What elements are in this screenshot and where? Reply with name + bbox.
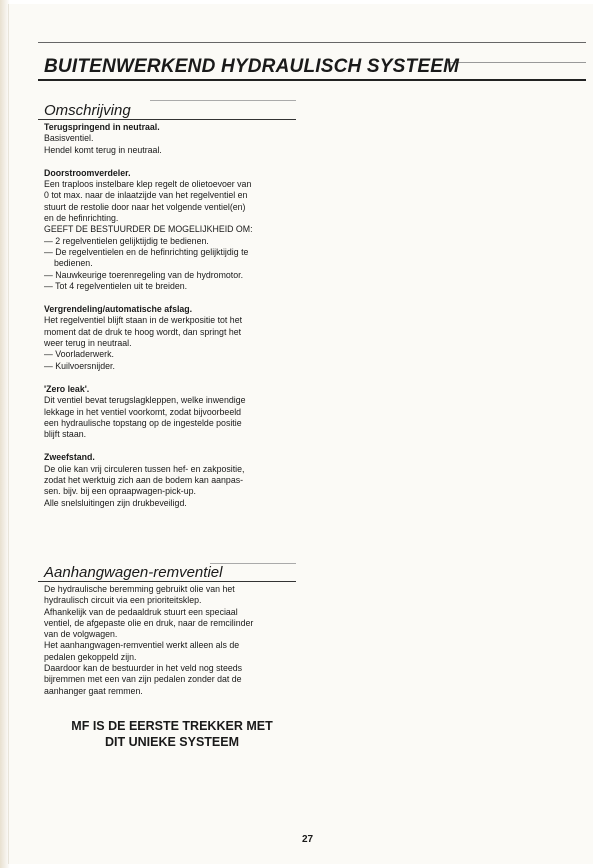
text-line: ventiel, de afgepaste olie en druk, naar de remcilinder: [44, 617, 254, 628]
section-rule-top: [210, 563, 296, 564]
text-line: Daardoor kan de bestuurder in het veld nog steeds: [44, 663, 243, 674]
text-line: bijremmen met een van zijn pedalen zonder dat de: [44, 674, 242, 685]
block-title: Vergrendeling/automatische afslag.: [44, 304, 193, 315]
block-title: Doorstroomverdeler.: [44, 167, 131, 178]
text-line: lekkage in het ventiel voorkomt, zodat bijvoorbeeld: [44, 406, 242, 417]
block-zweefstand: [44, 452, 300, 508]
text-line: weer terug in neutraal.: [44, 338, 132, 349]
text-line: Hendel komt terug in neutraal.: [44, 144, 162, 155]
text-line: hydraulisch circuit via een prioriteitsklep.: [44, 595, 202, 606]
text-line: blijft staan.: [44, 429, 87, 440]
text-line: Afhankelijk van de pedaaldruk stuurt een speciaal: [44, 606, 238, 617]
text-line: GEEFT DE BESTUURDER DE MOGELIJKHEID OM:: [44, 224, 253, 235]
block-zero-leak: [44, 384, 300, 440]
text-line: Basisventiel.: [44, 133, 94, 144]
text-line: 0 tot max. naar de inlaatzijde van het regelventiel en: [44, 190, 248, 201]
closing-statement: [44, 718, 300, 750]
list-item: — De regelventielen en de hefinrichting gelijktijdig te: [44, 246, 249, 257]
text-line: moment dat de druk te hoog wordt, dan springt het: [44, 326, 242, 337]
block-title: Terugspringend in neutraal.: [44, 122, 160, 132]
text-line: De olie kan vrij circuleren tussen hef- en zakpositie,: [44, 463, 245, 474]
text-line: van de volgwagen.: [44, 629, 118, 640]
block-title: 'Zero leak'.: [44, 383, 90, 394]
text-line: Het aanhangwagen-remventiel werkt alleen als de: [44, 640, 240, 651]
section-rule-top: [150, 100, 296, 101]
closing-line-2: DIT UNIEKE SYSTEEM: [104, 735, 240, 749]
list-item: — Nauwkeurige toerenregeling van de hydromotor.: [44, 269, 244, 280]
block-title: Zweefstand.: [44, 452, 95, 463]
list-item: — 2 regelventielen gelijktijdig te bedienen.: [44, 235, 209, 246]
list-item: — Kuilvoersnijder.: [44, 360, 115, 371]
closing-line-1: MF IS DE EERSTE TREKKER MET: [71, 719, 273, 733]
list-item-continuation: bedienen.: [54, 258, 93, 269]
text-line: Alle snelsluitingen zijn drukbeveiligd.: [44, 497, 187, 508]
list-item: — Tot 4 regelventielen uit te breiden.: [44, 280, 188, 291]
section-remventiel-content: [44, 584, 300, 697]
section-underline: [38, 119, 296, 120]
list-item: — Voorladerwerk.: [44, 349, 114, 360]
section-heading-aanhangwagen-remventiel: Aanhangwagen-remventiel: [44, 564, 223, 581]
text-line: een hydraulische topstang op de ingestelde positie: [44, 417, 242, 428]
top-rule: [38, 42, 586, 43]
page-number: 27: [302, 834, 314, 845]
text-line: zodat het werktuig zich aan de bodem kan aanpas-: [44, 475, 244, 486]
text-line: Een traploos instelbare klep regelt de olietoevoer van: [44, 179, 252, 190]
text-line: aanhanger gaat remmen.: [44, 685, 143, 696]
text-line: pedalen gekoppeld zijn.: [44, 651, 137, 662]
text-line: Het regelventiel blijft staan in de werkpositie tot het: [44, 315, 243, 326]
block-doorstroomverdeler: [44, 168, 300, 292]
section-heading-omschrijving: Omschrijving: [44, 102, 131, 119]
text-line: sen. bijv. bij een opraapwagen-pick-up.: [44, 486, 196, 497]
text-line: en de hefinrichting.: [44, 213, 119, 224]
page-title: BUITENWERKEND HYDRAULISCH SYSTEEM: [44, 56, 460, 77]
title-underline: [38, 79, 586, 81]
section-underline: [38, 581, 296, 582]
text-line: De hydraulische beremming gebruikt olie van het: [44, 584, 235, 594]
text-line: Dit ventiel bevat terugslagkleppen, welke inwendige: [44, 395, 246, 406]
block-terugspringend: [44, 122, 300, 156]
title-rule-thin: [446, 62, 586, 63]
text-line: stuurt de restolie door naar het volgende ventiel(en): [44, 201, 246, 212]
section-omschrijving-content: [44, 122, 300, 521]
block-vergrendeling: [44, 304, 300, 372]
